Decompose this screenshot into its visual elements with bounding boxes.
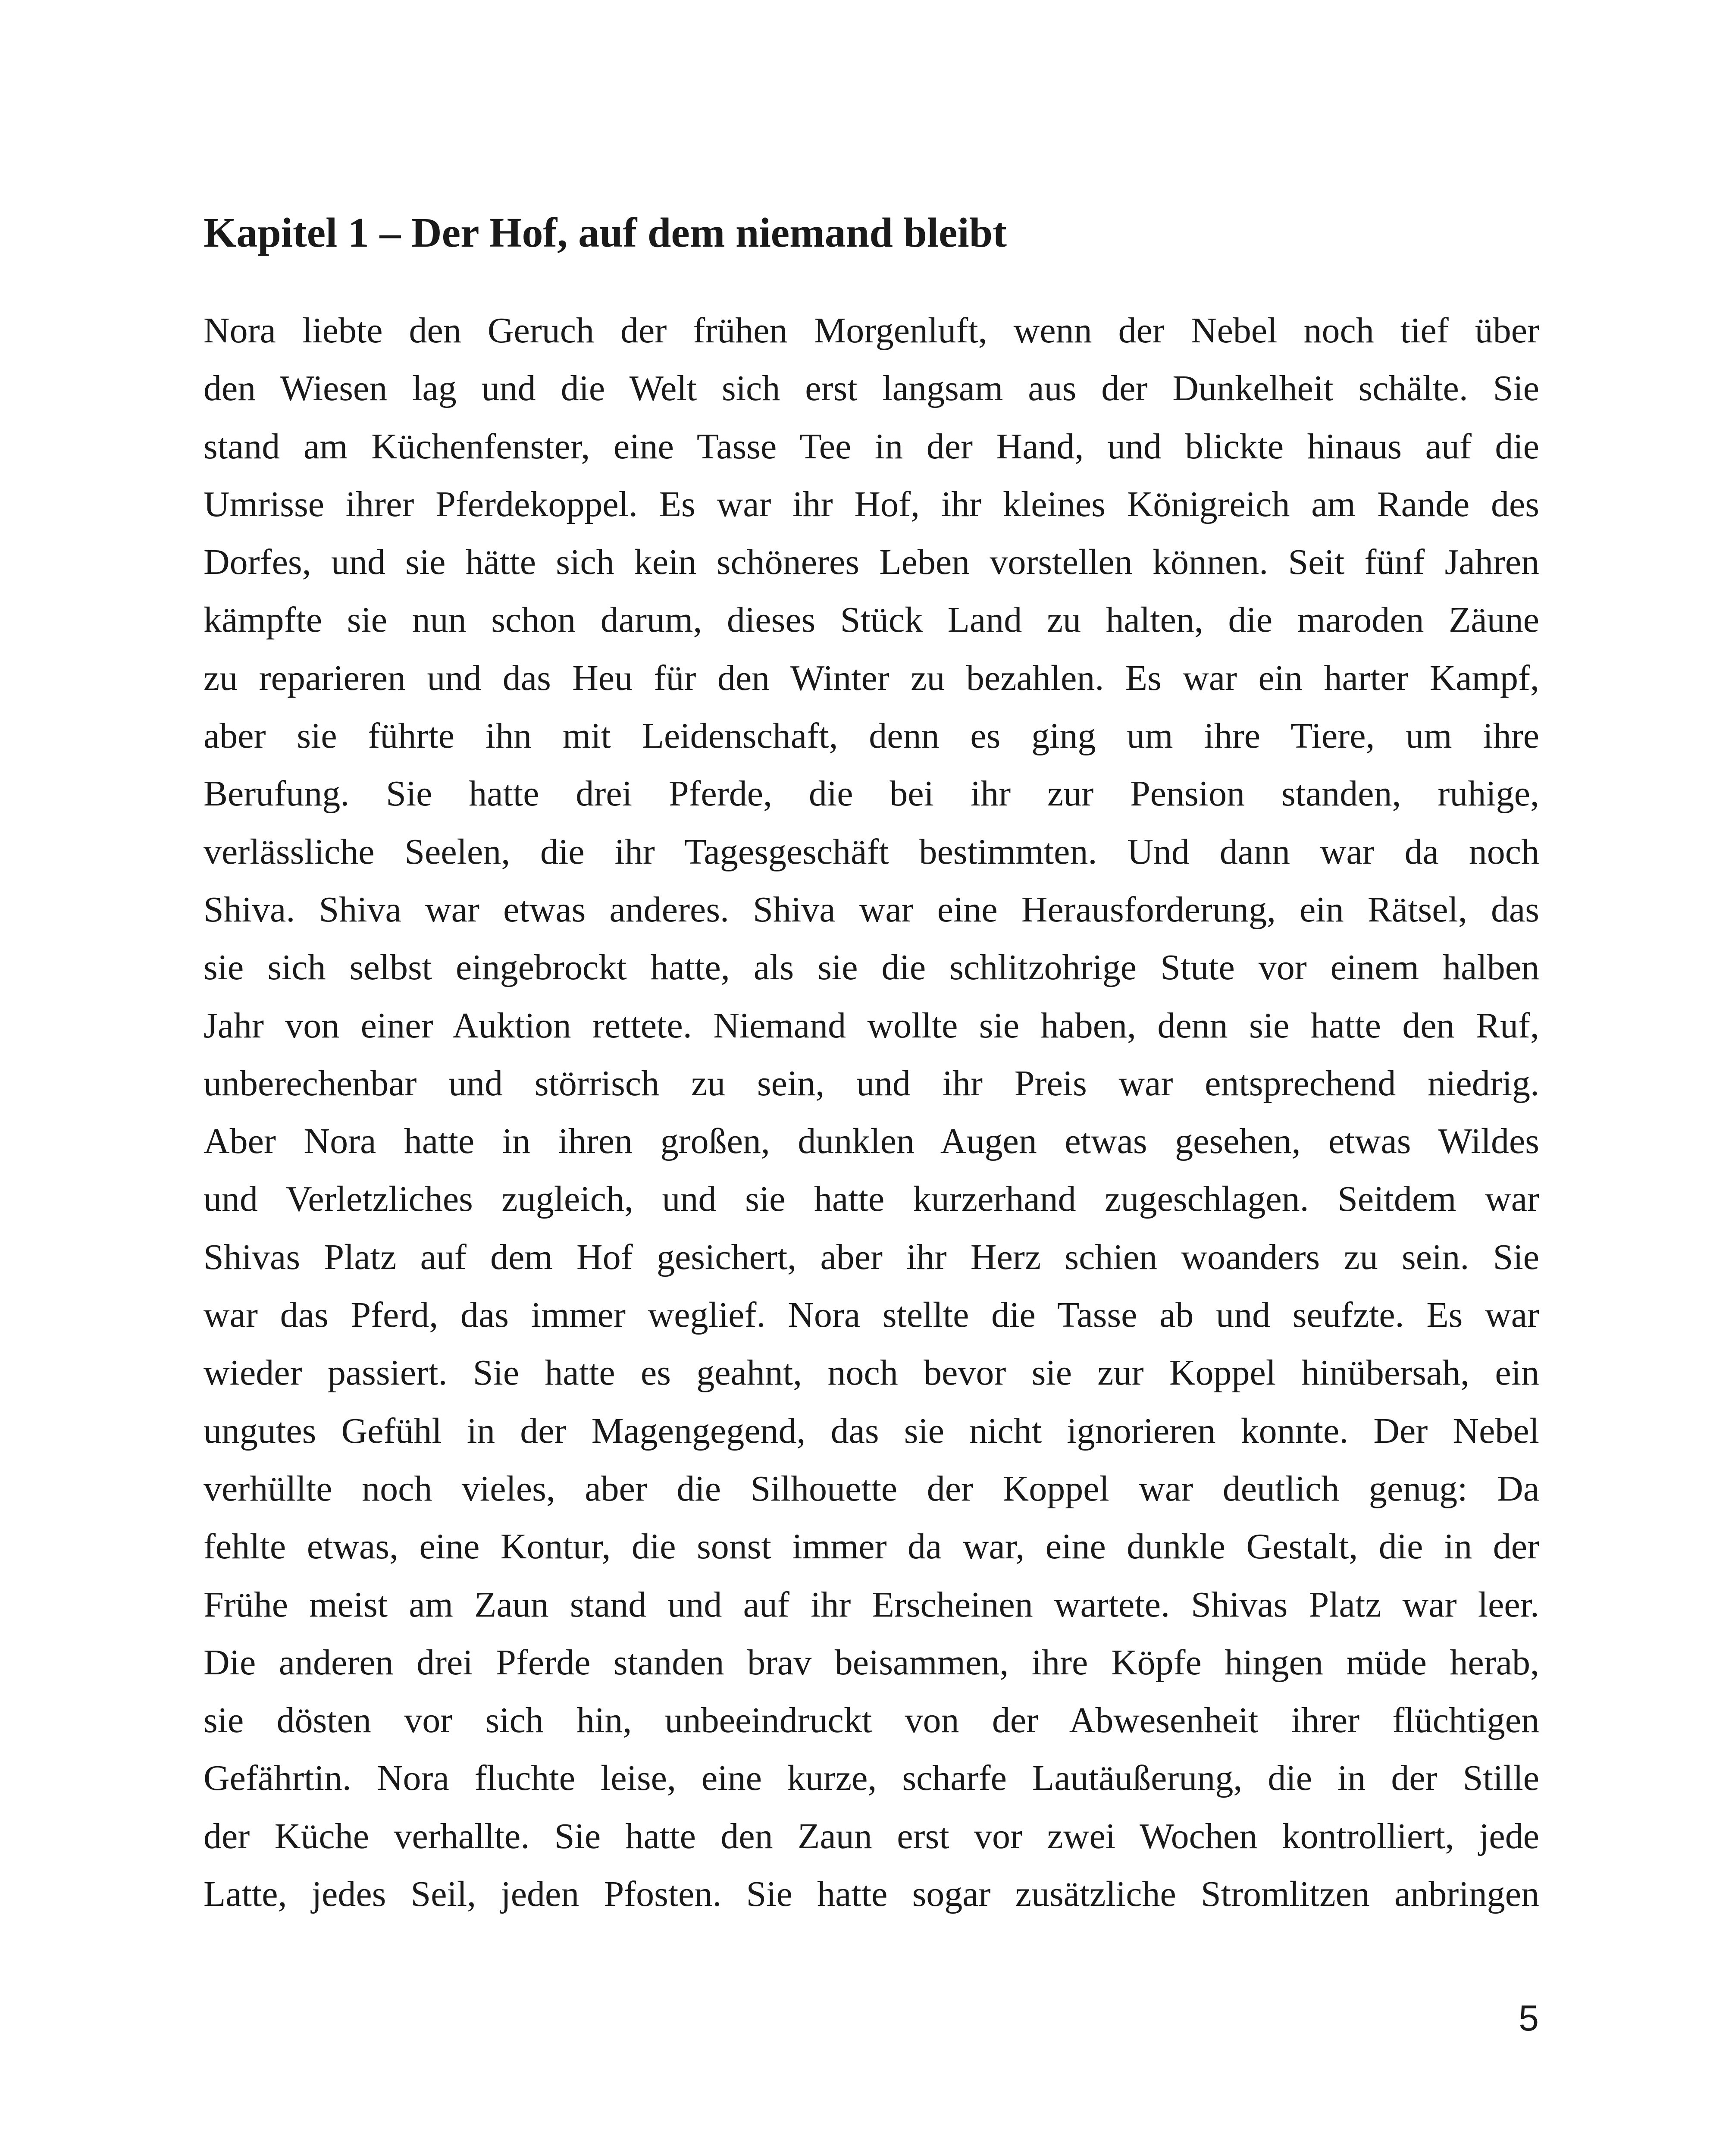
text-line: wieder passiert. Sie hatte es geahnt, noch bevor sie zur Koppel hinübersah, ein — [204, 1353, 1539, 1393]
text-line: Berufung. Sie hatte drei Pferde, die bei ihr zur Pension standen, ruhige, — [204, 774, 1539, 814]
text-line: Frühe meist am Zaun stand und auf ihr Erscheinen wartete. Shivas Platz war leer. — [204, 1584, 1539, 1625]
text-line: Die anderen drei Pferde standen brav beisammen, ihre Köpfe hingen müde herab, — [204, 1642, 1539, 1683]
text-line: Umrisse ihrer Pferdekoppel. Es war ihr Hof, ihr kleines Königreich am Rande des — [204, 484, 1539, 524]
body-text — [204, 302, 1539, 1923]
text-line: Shivas Platz auf dem Hof gesichert, aber ihr Herz schien woanders zu sein. Sie — [204, 1237, 1539, 1277]
text-line: ungutes Gefühl in der Magengegend, das sie nicht ignorieren konnte. Der Nebel — [204, 1410, 1539, 1451]
text-line: kämpfte sie nun schon darum, dieses Stück Land zu halten, die maroden Zäune — [204, 600, 1539, 640]
text-line: fehlte etwas, eine Kontur, die sonst immer da war, eine dunkle Gestalt, die in der — [204, 1526, 1539, 1567]
text-line: sie sich selbst eingebrockt hatte, als sie die schlitzohrige Stute vor einem halben — [204, 947, 1539, 988]
text-line: den Wiesen lag und die Welt sich erst langsam aus der Dunkelheit schälte. Sie — [204, 368, 1539, 409]
text-line: Jahr von einer Auktion rettete. Niemand wollte sie haben, denn sie hatte den Ruf, — [204, 1005, 1539, 1046]
text-line: unberechenbar und störrisch zu sein, und ihr Preis war entsprechend niedrig. — [204, 1063, 1539, 1103]
text-line: Dorfes, und sie hätte sich kein schöneres Leben vorstellen können. Seit fünf Jahren — [204, 542, 1539, 583]
text-line: stand am Küchenfenster, eine Tasse Tee in der Hand, und blickte hinaus auf die — [204, 426, 1539, 467]
text-line: der Küche verhallte. Sie hatte den Zaun erst vor zwei Wochen kontrolliert, jede — [204, 1816, 1539, 1856]
text-line: sie dösten vor sich hin, unbeeindruckt von der Abwesenheit ihrer flüchtigen — [204, 1700, 1539, 1741]
text-line: Aber Nora hatte in ihren großen, dunklen Augen etwas gesehen, etwas Wildes — [204, 1121, 1539, 1162]
chapter-title: Kapitel 1 – Der Hof, auf dem niemand bleibt — [204, 210, 1007, 256]
text-line: und Verletzliches zugleich, und sie hatte kurzerhand zugeschlagen. Seitdem war — [204, 1179, 1539, 1219]
text-line: Gefährtin. Nora fluchte leise, eine kurze, scharfe Lautäußerung, die in der Stille — [204, 1758, 1539, 1799]
text-line: verlässliche Seelen, die ihr Tagesgeschäft bestimmten. Und dann war da noch — [204, 831, 1539, 872]
text-line: Shiva. Shiva war etwas anderes. Shiva war eine Herausforderung, ein Rätsel, das — [204, 889, 1539, 930]
text-line: zu reparieren und das Heu für den Winter zu bezahlen. Es war ein harter Kampf, — [204, 658, 1539, 698]
text-line: war das Pferd, das immer weglief. Nora stellte die Tasse ab und seufzte. Es war — [204, 1295, 1539, 1335]
page-number: 5 — [1519, 1998, 1539, 2038]
text-line: verhüllte noch vieles, aber die Silhouette der Koppel war deutlich genug: Da — [204, 1468, 1539, 1509]
text-line: Latte, jedes Seil, jeden Pfosten. Sie hatte sogar zusätzliche Stromlitzen anbringen — [204, 1874, 1539, 1915]
text-line: aber sie führte ihn mit Leidenschaft, denn es ging um ihre Tiere, um ihre — [204, 716, 1539, 756]
text-line: Nora liebte den Geruch der frühen Morgenluft, wenn der Nebel noch tief über — [204, 310, 1539, 351]
